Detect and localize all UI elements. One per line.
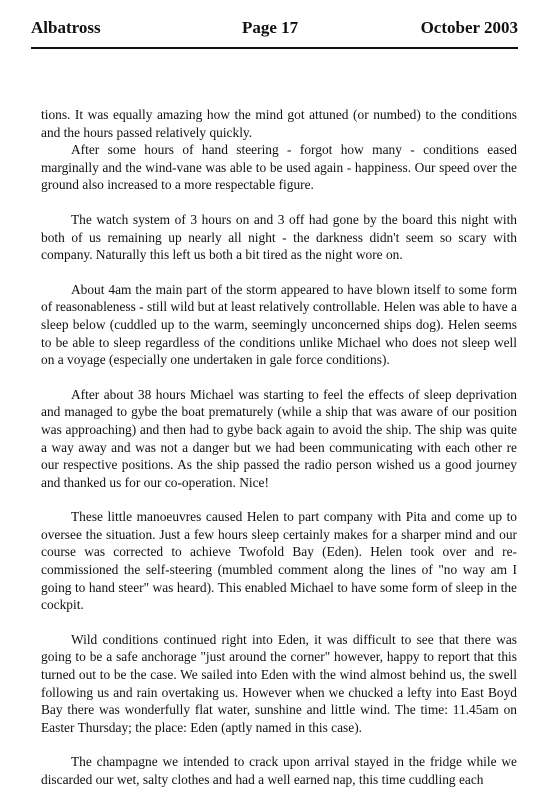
paragraph-1: tions. It was equally amazing how the mind got attuned (or numbed) to the conditions and the hours passed relatively quickly. bbox=[41, 107, 517, 140]
publication-title: Albatross bbox=[31, 18, 101, 37]
paragraph-3: The watch system of 3 hours on and 3 off had gone by the board this night with both of us remaining up nearly all night - the darkness didn't seem so scary with company. Naturally this left us both a bit tired as the night wore on. bbox=[41, 211, 517, 263]
issue-date: October 2003 bbox=[420, 18, 518, 37]
page-header bbox=[31, 16, 518, 40]
paragraph-4: About 4am the main part of the storm appeared to have blown itself to some form of reasonableness - still wild but at least relatively controllable. Helen was able to have a sleep below (cuddled up to the warm, seemingly unconcerned ships dog). Helen seems to be able to sleep regardless of the conditions unlike Michael who does not sleep well on a voyage (especially one undertaken in gale force conditions). bbox=[41, 281, 517, 368]
page-number: Page 17 bbox=[242, 18, 299, 37]
paragraph-7: Wild conditions continued right into Eden, it was difficult to see that there was going to be a safe anchorage "just around the corner" however, happy to report that this turned out to be the case. We sailed into Eden with the wind almost behind us, the swell following us and rain overtaking us. However when we chucked a lefty into East Boyd Bay there was wonderfully flat water, sunshine and little wind. The time: 11.45am on Easter Thursday; the place: Eden (aptly named in this case). bbox=[41, 631, 517, 735]
article-body bbox=[41, 106, 517, 789]
header-rule bbox=[31, 47, 518, 49]
paragraph-5: After about 38 hours Michael was starting to feel the effects of sleep deprivation and managed to gybe the boat prematurely (while a ship that was aware of our position was approaching) and then had to gybe back again to avoid the ship. The ship was quite a way away and was not a danger but we had been communicating with each other re our respective positions. As the ship passed the radio person wished us a good journey and thanked us for our co-operation. Nice! bbox=[41, 386, 517, 490]
paragraph-2: After some hours of hand steering - forgot how many - conditions eased marginally and the wind-vane was able to be used again - happiness. Our speed over the ground also increased to a more respectable figure. bbox=[41, 142, 517, 193]
paragraph-8: The champagne we intended to crack upon arrival stayed in the fridge while we discarded our wet, salty clothes and had a well earned nap, this time cuddling each bbox=[41, 754, 517, 787]
paragraph-6: These little manoeuvres caused Helen to part company with Pita and come up to oversee the situation. Just a few hours sleep certainly makes for a sharper mind and our course was corrected to achieve Twofold Bay (Eden). Helen took over and re-commissioned the self-steering (mumbled comment along the lines of "no way am I going to hand steer" was heard). This enabled Michael to have some form of sleep in the cockpit. bbox=[41, 509, 517, 613]
